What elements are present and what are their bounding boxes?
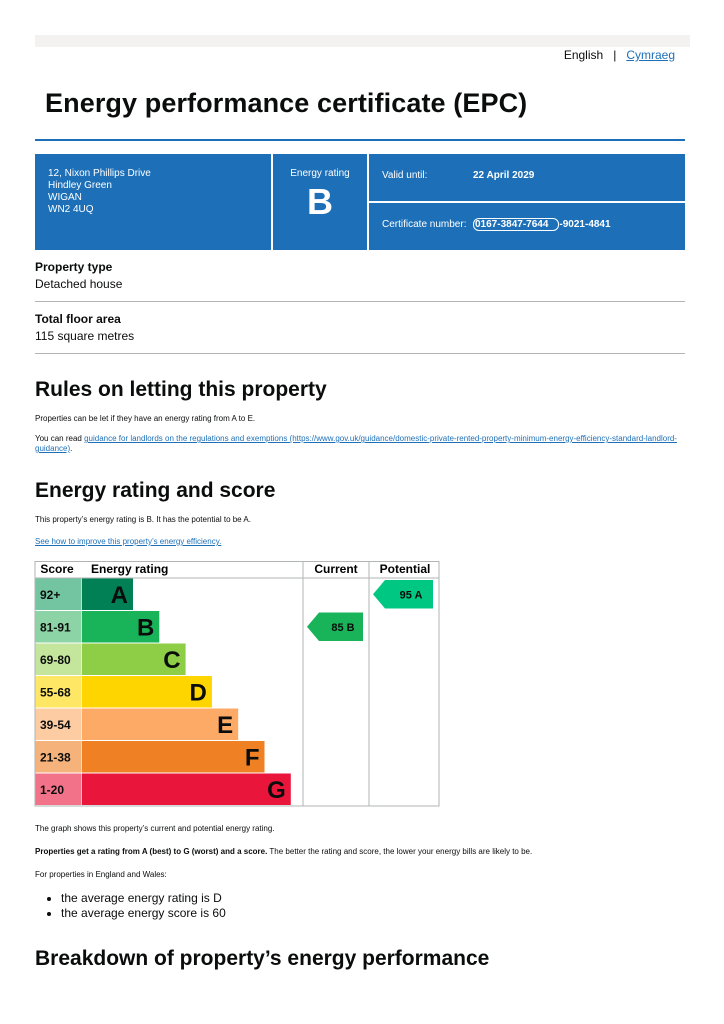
list-item: • the average energy score is 60 (61, 906, 226, 921)
header-energy-rating: Energy rating (91, 562, 169, 576)
rating-explanation-rest: The better the rating and score, the lower your energy bills are likely to be. (267, 847, 533, 856)
current-rating-label: 85 B (331, 621, 355, 634)
band-letter-c: C (163, 646, 181, 674)
improve-efficiency-link[interactable]: See how to improve this property’s energy efficiency. (35, 537, 222, 546)
valid-until-row (369, 154, 685, 201)
certificate-summary (35, 154, 685, 250)
score-label-c: 69-80 (40, 652, 71, 667)
header-potential: Potential (379, 562, 431, 576)
score-label-b: 81-91 (40, 620, 71, 635)
band-letter-d: D (189, 679, 207, 707)
rating-paragraph: This property’s energy rating is B. It has the potential to be A. (35, 515, 251, 524)
energy-rating-chart (34, 561, 440, 809)
certificate-number-label: Certificate number: (382, 219, 467, 230)
valid-until-value: 22 April 2029 (473, 170, 535, 181)
band-bar-e (82, 709, 238, 741)
landlord-guidance-link[interactable]: guidance for landlords on the regulations and exemptions (https://www.gov.uk/guidance/domestic-private-rented-property-minimum-energy-efficiency-standard-landlord-guidance) (35, 434, 677, 453)
graph-explanation: The graph shows this property’s current and potential energy rating. (35, 824, 275, 833)
letting-guidance-paragraph (35, 434, 690, 454)
property-type-label: Property type (35, 260, 113, 274)
address-line: Hindley Green (48, 180, 112, 191)
header-score: Score (40, 562, 74, 576)
guidance-prefix: You can read (35, 434, 85, 443)
band-letter-a: A (110, 581, 128, 609)
list-item: • the average energy rating is D (61, 891, 226, 906)
certificate-number-row (369, 203, 685, 250)
floor-area-label: Total floor area (35, 312, 121, 326)
letting-paragraph: Properties can be let if they have an energy rating from A to E. (35, 414, 256, 423)
potential-rating-label: 95 A (399, 589, 423, 602)
page-title: Energy performance certificate (EPC) (45, 88, 528, 118)
band-letter-b: B (136, 614, 155, 642)
property-type-value: Detached house (35, 277, 123, 291)
header-current: Current (314, 562, 358, 576)
energy-rating-letter: B (307, 181, 333, 222)
england-wales-intro: For properties in England and Wales: (35, 870, 167, 879)
language-switcher (564, 48, 675, 62)
language-separator: | (613, 48, 617, 62)
top-bar (35, 35, 690, 47)
band-letter-g: G (267, 776, 286, 804)
address-line: WN2 4UQ (48, 204, 94, 215)
property-type-block (35, 260, 685, 302)
rating-explanation (35, 847, 532, 857)
guidance-suffix: . (70, 444, 73, 453)
band-letter-f: F (244, 744, 260, 772)
energy-rating-box (273, 154, 367, 250)
certificate-number-part1: 0167-3847-7644 (473, 218, 559, 231)
address-line: 12, Nixon Phillips Drive (48, 168, 151, 179)
energy-rating-label: Energy rating (290, 168, 350, 179)
improve-paragraph (35, 537, 221, 547)
title-divider (35, 139, 685, 141)
score-label-a: 92+ (40, 587, 61, 602)
floor-area-value: 115 square metres (35, 329, 135, 343)
language-english: English (563, 48, 604, 62)
score-label-d: 55-68 (40, 685, 71, 700)
score-label-e: 39-54 (40, 717, 71, 732)
score-label-f: 21-38 (40, 750, 71, 765)
valid-until-label: Valid until: (382, 170, 428, 181)
band-bar-g (82, 774, 291, 806)
property-address (35, 154, 271, 250)
letting-heading: Rules on letting this property (35, 378, 327, 401)
certificate-number-part2: -9021-4841 (559, 219, 611, 230)
breakdown-heading: Breakdown of property’s energy performance (35, 947, 490, 970)
rating-explanation-bold: Properties get a rating from A (best) to G (worst) and a score. (35, 847, 268, 856)
certificate-details (369, 154, 685, 250)
floor-area-block (35, 312, 685, 354)
score-label-g: 1-20 (40, 782, 65, 797)
language-welsh-link[interactable]: Cymraeg (626, 48, 675, 62)
rating-heading: Energy rating and score (35, 479, 276, 502)
address-line: WIGAN (48, 192, 82, 203)
averages-list (61, 891, 226, 921)
certificate-number-value (473, 219, 611, 250)
band-letter-e: E (217, 711, 234, 739)
band-bar-f (82, 741, 265, 773)
